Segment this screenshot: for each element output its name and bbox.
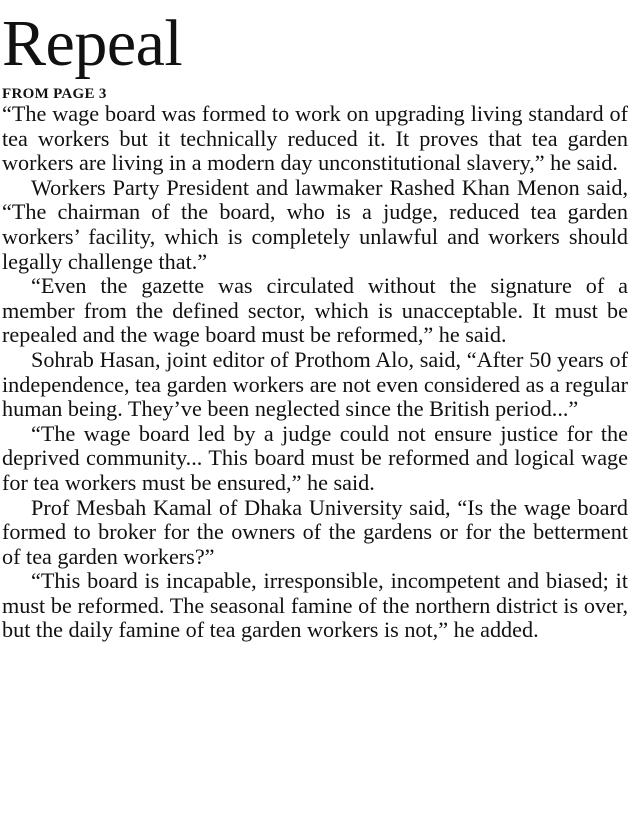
paragraph: “This board is incapable, irresponsible, incompetent and biased; it must be reformed. The seasonal famine of the northern district is over, but the daily famine of tea garden workers is not,” he added.	[2, 568, 628, 643]
paragraph: “Even the gazette was circulated without the signature of a member from the defined sector, which is unacceptable. It must be repealed and the wage board must be reformed,” he said.	[2, 273, 628, 348]
paragraph: Sohrab Hasan, joint editor of Prothom Alo, said, “After 50 years of independence, tea garden workers are not even considered as a regular human being. They’ve been neglected since the British period...”	[2, 346, 628, 422]
paragraph: Prof Mesbah Kamal of Dhaka University said, “Is the wage board formed to broker for the owners of the gardens or for the betterment of tea garden workers?”	[2, 494, 628, 569]
paragraph: “The wage board led by a judge could not ensure justice for the deprived community... This board must be reformed and logical wage for tea workers must be ensured,” he said.	[2, 420, 628, 495]
paragraph: “The wage board was formed to work on upgrading living standard of tea workers but it technically reduced it. It proves that tea garden workers are living in a modern day unconstitutional slavery,” he said.	[2, 101, 628, 176]
headline: Repeal	[2, 7, 183, 80]
jump-line: FROM PAGE 3	[2, 86, 107, 102]
paragraph: Workers Party President and lawmaker Rashed Khan Menon said, “The chairman of the board, who is a judge, reduced tea garden workers’ facility, which is completely unlawful and workers should legally challenge that.”	[2, 174, 628, 274]
article	[2, 0, 628, 643]
